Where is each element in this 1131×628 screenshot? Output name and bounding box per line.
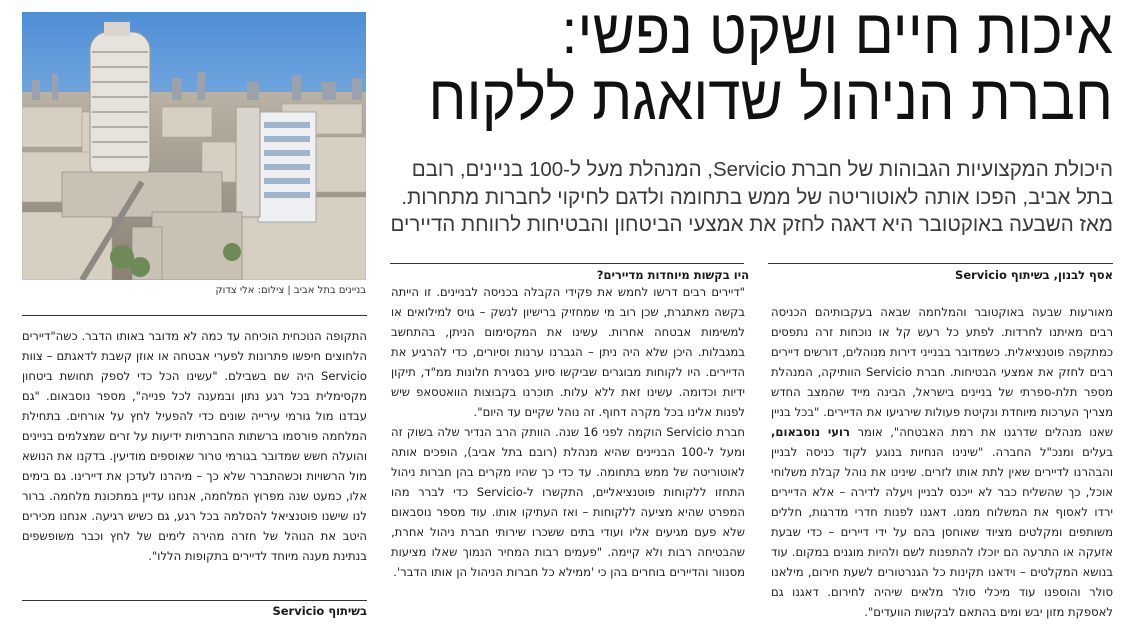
article-column-middle	[391, 282, 745, 582]
subheadline-line: בתל אביב, הפכו אותה לאוטוריטה של ממש בתחומה ולדגם לחיקוי לחברות מתחרות.	[401, 185, 1113, 209]
subheadline	[373, 156, 1113, 239]
subheadline-line: מאז השבעה באוקטובר היא דאגה לחזק את אמצעי הביטחון והבטיחות לרווחת הדיירים	[390, 213, 1113, 236]
photo-caption: בניינים בתל אביב | צילום: אלי צדוק	[215, 285, 366, 296]
paragraph-text: מאורעות שבעה באוקטובר והמלחמה שבאה בעקבותיהם הכניסה רבים מאיתנו לחרדות. לפתע כל רעש קל או נוכחות זרה נתפסים כמתקפה פוטנציאלית. כשמדובר בבנייני דירות מנוהלים, דורשים דיירים רבים לחזק את אמצעי הבטיחות. חברת Servicio הוותיקה, המנהלת מספר תלת-ספרתי של בניינים בישראל, הבינה מייד שהמצב החדש מצריך הערכות מיוחדת ונקיטת פעולות שירגיעו את הדיירים. "בכל בניין שאנו מנהלים שדרגנו את רמת האבטחה", אומר	[771, 305, 1114, 439]
paragraph: "דיירים רבים דרשו לחמש את פקידי הקבלה בכניסה לבניינים. זו הייתה בקשה מאתגרת, שכן רוב מי שמחזיק ברישיון לנשק – גויס למילואים או למשימות אבטחה אחרות. עשינו את המקסימום הניתן, בהתחשב במגבלות. היכן שלא היה ניתן – הגברנו ערנות וסיורים, כדי להרגיע את הדיירים. היו לקוחות מבוגרים שביקשו סיוע בסגירת חלונות ממ"ד, תיקון ידיות וכדומה. עשינו זאת ללא עלות. תוכרנו בקבוצות הוואטסאפ שיש לפנות אלינו בכל מקרה דחוף. זה נוהל שקיים עד היום".	[391, 285, 745, 419]
headline-line-1: איכות חיים ושקט נפשי:	[561, 0, 1113, 67]
section-title: היו בקשות מיוחדות מדיירים?	[596, 268, 749, 282]
headline	[373, 0, 1113, 133]
paragraph: חברת Servicio הוקמה לפני 16 שנה. הוותק הרב הנדיר שלה בשוק זה ומעל ל-100 הבניינים שהיא מנהלת (רובם בתל אביב), הופכים אותה לאוטוריטה של ממש בתחומה. עד כדי כך שהיו מקרים בהן חברות ניהול התחזו ללקוחות פוטנציאליים, התקשרו ל-Servicio כדי לברר מהו המפרט שהיא מציעה ללקוחות – ואז העתיקו אותו. עוד מספר נוסבאום שלא פעם מגיעים אליו ועודי בתים ששכרו שירותי חברת ניהול אחרת, שהבטיחה רבות ולא קיימה. "פעמים רבות המחיר הנמוך שאלו מציעות מסנוור והדיירים בוחרים בהן כי 'ממילא כל חברות הניהול הן אותו הדבר'.	[391, 425, 746, 579]
byline: אסף לבנון, בשיתוף Servicio	[955, 268, 1113, 282]
paragraph-text: בעלים ומנכ"ל החברה. "שינינו הנחיות בנוגע לקוד כניסה לבניין והבהרנו לדיירים שאין לתת אותו לזרים. שינינו את נוהל קבלת משלוחי אוכל, כך שהשליח כבר לא ייכנס לבניין ויעלה לדירה – אלא הדיירים ירדו לאסוף את המשלוח ממנו. דאגנו לפנות חדרי מדרגות, חללים משותפים ומקלטים מציוד שאוחסן בהם על ידי דיירים – כדי שבעת אזעקה או התרעה הם יוכלו להתפנות לשם ולהיות מוגנים במקום. עוד בנושא המקלטים – וידאנו תקינות כל הגנרטורים לשעת חירום, מילאנו סולר והוספנו עוד מיכלי סולר מלאים שיהיה לחירום. דאגנו גם לאספקת מזון יבש ומים בהתאם לבקשות הוועדים".	[771, 445, 1113, 619]
paragraph: התקופה הנוכחית הוכיחה עד כמה לא מדובר באותו הדבר. כשה"דיירים הלחוצים חיפשו פתרונות לפערי אבטחה או אוזן קשבת לדאגתם – צוות Servicio היה שם בשבילם. "עשינו הכל כדי לספק תחושת ביטחון מקסימלית בכל רגע נתון ובמענה לכל פנייה", מספר נוסבאום. "גם עבדנו מול גורמי עירייה שונים כדי להפעיל לחץ על אורחים. בתחילת המלחמה פורסמו ברשתות החברתיות ידיעות על זרים שמצלמים בניינים והועלה חשש שמדובר בגורמי טרור שאוספים מודיעין. בדקנו את הנושא מול הרשויות וכשהתברר שלא כך – מיהרנו לעדכן את דיירינו. גם בימים אלו, כמעט שנה מפרוץ המלחמה, אנחנו עדיין במתכונת מלחמה. ברור לנו שישנו פוטנציאל להסלמה בכל רגע, גם כשיש רגיעה. אנחנו מכירים היטב את הנוהל של חזרה מהירה לימים של לחץ וכבר משופשפים בנתינת מענה מיוחד לדיירים בתקופות הללו".	[22, 329, 367, 563]
paragraph	[771, 302, 1113, 622]
subheadline-line: היכולת המקצועיות הגבוהות של חברת Servicio, המנהלת מעל ל-100 בניינים, רובם	[411, 158, 1113, 181]
city-photo	[22, 12, 366, 280]
quoted-name: רועי נוסבאום,	[771, 425, 850, 439]
article-column-left	[22, 326, 367, 566]
city-photo-image	[22, 12, 366, 280]
divider	[22, 315, 367, 316]
footer-label: בשיתוף Servicio	[22, 600, 367, 618]
article-column-right	[771, 302, 1113, 622]
headline-line-2: חברת הניהול שדואגת ללקוח	[428, 62, 1113, 133]
